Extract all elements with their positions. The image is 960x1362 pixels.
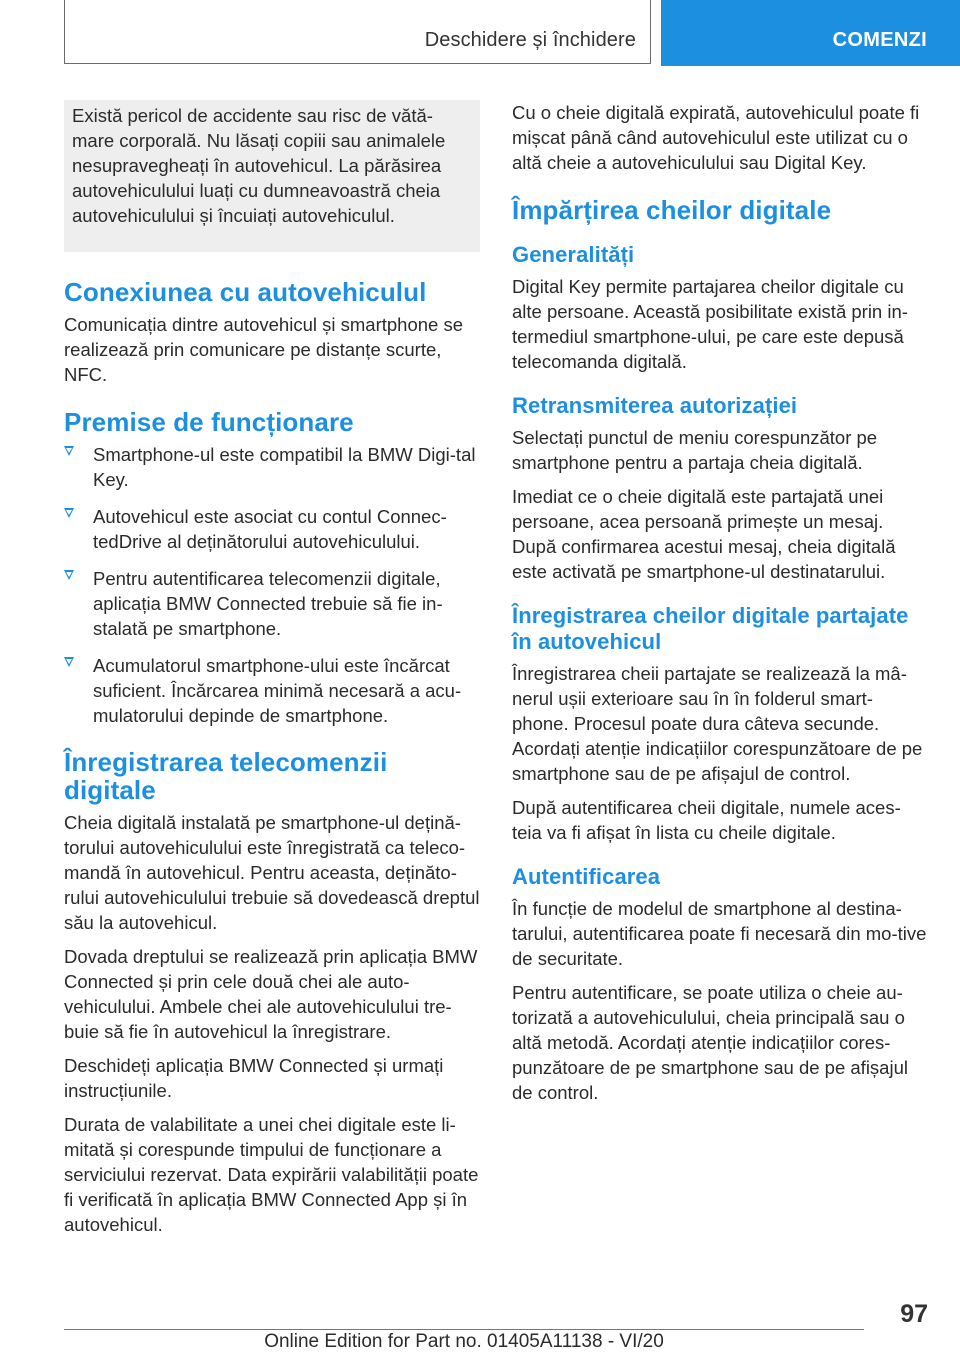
list-item [64, 653, 480, 728]
page-number: 97 [900, 1300, 928, 1328]
paragraph-inregistrare-4: Durata de valabilitate a unei chei digitale este li-mitată și corespunde timpului de funcționare a serviciului rezervat. Data expirării valabilității poate fi verificată în aplicația BMW Connected App și în autovehicul. [64, 1114, 479, 1235]
list-item-text: Smartphone-ul este compatibil la BMW Digi-tal Key. [93, 444, 476, 490]
triangle-bullet-icon [64, 657, 74, 667]
heading-autentificarea: Autentificarea [512, 864, 661, 889]
paragraph-inregistrare-partajate-1: Înregistrarea cheii partajate se realizează la mâ-nerul ușii exterioare sau în în folderul smart-phone. Procesul poate dura câteva secunde. Acordați atenție indicațiilor corespunzătoare de pe smartphone sau de pe afișajul de control. [512, 663, 923, 784]
heading-impartire: Împărțirea cheilor digitale [512, 195, 832, 225]
requirements-list [64, 442, 480, 728]
paragraph-inregistrare-partajate-2: După autentificarea cheii digitale, numele aces-teia va fi afișat în lista cu cheile digitale. [512, 797, 901, 843]
paragraph-generalitati: Digital Key permite partajarea cheilor digitale cu alte persoane. Această posibilitate există prin in-termediul smartphone-ului, pe care este depusă telecomanda digitală. [512, 276, 908, 372]
section-title: Deschidere și închidere [424, 29, 636, 51]
heading-conexiune: Conexiunea cu autovehiculul [64, 277, 427, 307]
paragraph-inregistrare-2: Dovada dreptului se realizează prin aplicația BMW Connected și prin cele două chei ale auto-vehiculului. Ambele chei ale autovehiculului tre-buie să fie în autovehicul la înregistrare. [64, 946, 478, 1042]
heading-generalitati: Generalități [512, 242, 635, 267]
warning-text: Există pericol de accidente sau risc de vătă-mare corporală. Nu lăsați copiii sau animalele nesupravegheați în autovehicul. La părăsirea autovehiculului luați cu dumneavoastră cheia autovehiculului și încuiați autovehiculul. [72, 105, 446, 226]
heading-inregistrare-partajate: Înregistrarea cheilor digitale partajate în autovehicul [512, 603, 909, 654]
left-column [64, 100, 480, 1246]
heading-inregistrare: Înregistrarea telecomenzii digitale [64, 747, 388, 805]
paragraph-retransmitere-2: Imediat ce o cheie digitală este partajată unei persoane, acea persoană primește un mesaj. După confirmarea acestui mesaj, cheia digitală este activată pe smartphone-ul destinatarului. [512, 486, 896, 582]
paragraph-inregistrare-1: Cheia digitală instalată pe smartphone-ul dețină-torului autovehiculului este înregistrată ca teleco-mandă în autovehicul. Pentru aceasta, deținăto-rului autovehiculului trebuie să dovedească dreptul său la autovehicul. [64, 812, 480, 933]
triangle-bullet-icon [64, 508, 74, 518]
list-item [64, 504, 480, 554]
paragraph-conexiune: Comunicația dintre autovehicul și smartphone se realizează prin comunicare pe distanțe scurte, NFC. [64, 314, 463, 385]
list-item-text: Autovehicul este asociat cu contul Connec-tedDrive al deținătorului autovehiculului. [93, 506, 447, 552]
paragraph-autentificarea-2: Pentru autentificare, se poate utiliza o cheie au-torizată a autovehiculului, cheia principală sau o altă metodă. Acordați atenție indicațiilor cores-punzătoare de pe smartphone sau de pe afișajul de control. [512, 982, 908, 1103]
footer-divider [64, 1329, 864, 1330]
page-header [0, 0, 960, 66]
chapter-tab [661, 0, 960, 66]
list-item [64, 442, 480, 492]
list-item-text: Pentru autentificarea telecomenzii digitale, aplicația BMW Connected trebuie să fie in-stalată pe smartphone. [93, 568, 443, 639]
triangle-bullet-icon [64, 570, 74, 580]
paragraph-retransmitere-1: Selectați punctul de meniu corespunzător pe smartphone pentru a partaja cheia digitală. [512, 427, 878, 473]
list-item-text: Acumulatorul smartphone-ului este încărcat suficient. Încărcarea minimă necesară a acu-mulatorului depinde de smartphone. [93, 655, 462, 726]
heading-premise: Premise de funcționare [64, 407, 354, 437]
heading-retransmitere: Retransmiterea autorizației [512, 393, 798, 418]
section-tab [64, 0, 651, 64]
chapter-title: COMENZI [832, 29, 927, 51]
triangle-bullet-icon [64, 446, 74, 456]
warning-box [64, 100, 480, 252]
paragraph-inregistrare-3: Deschideți aplicația BMW Connected și urmați instrucțiunile. [64, 1055, 444, 1101]
list-item [64, 566, 480, 641]
paragraph-autentificarea-1: În funcție de modelul de smartphone al destina-tarului, autentificarea poate fi necesară din mo-tive de securitate. [512, 898, 927, 969]
right-column [512, 100, 928, 1114]
paragraph-intro: Cu o cheie digitală expirată, autovehiculul poate fi mișcat până când autovehiculul este utilizat cu o altă cheie a autovehiculului sau Digital Key. [512, 102, 920, 173]
footer-edition: Online Edition for Part no. 01405A11138 - VI/20 [264, 1331, 664, 1352]
